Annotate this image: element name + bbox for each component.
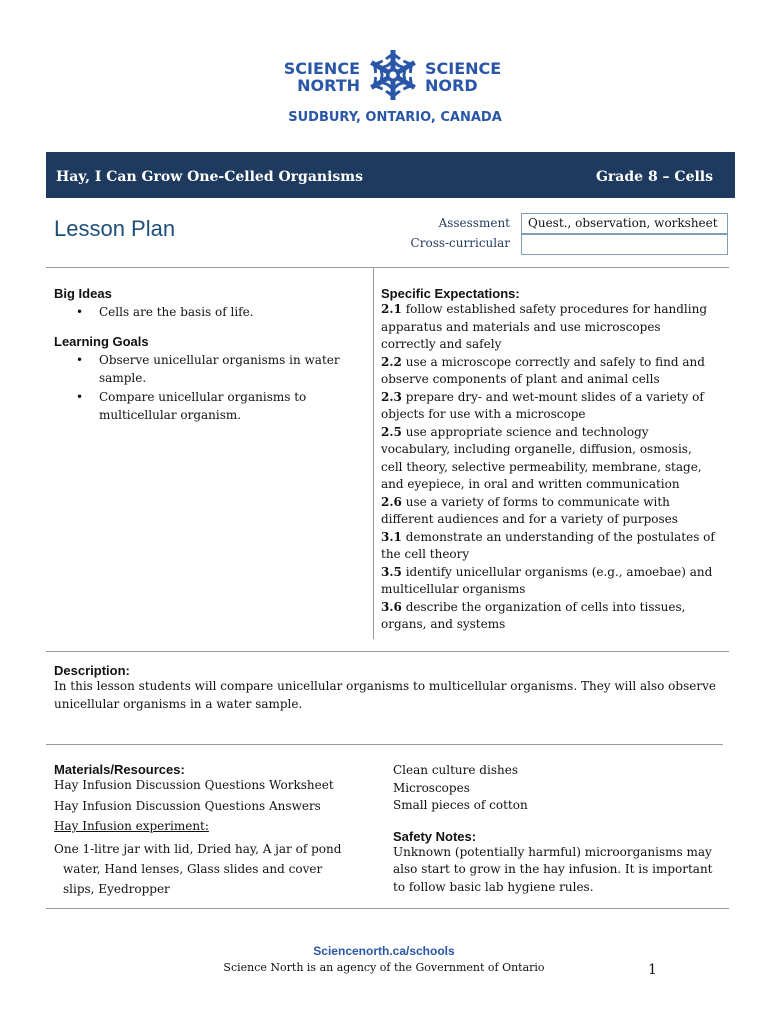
lesson-plan-heading: Lesson Plan (54, 216, 176, 241)
expectation-item (381, 389, 716, 424)
logo-location: SUDBURY, ONTARIO, CANADA (288, 110, 502, 125)
list-item: • Cells are the basis of life. (76, 305, 254, 319)
expectation-number: 2.2 (381, 354, 402, 369)
assessment-label: Assessment (438, 216, 510, 230)
logo-word: NORD (425, 76, 478, 95)
experiment-items: One 1-litre jar with lid, Dried hay, A jar of pond water, Hand lenses, Glass slides and cover slips, Eyedropper (54, 841, 342, 896)
expectation-text: describe the organization of cells into tissues, organs, and systems (381, 599, 686, 631)
description-section (54, 663, 724, 713)
left-column (54, 286, 354, 425)
list-item: • Observe unicellular organisms in water sample. (76, 353, 340, 385)
expectation-item (381, 424, 716, 494)
column-divider (373, 267, 374, 639)
expectation-number: 2.6 (381, 494, 402, 509)
logo-word: SCIENCE (425, 59, 502, 78)
expectation-text: follow established safety procedures for handling apparatus and materials and use microscopes correctly and safely (381, 302, 708, 351)
materials-line: Small pieces of cotton (393, 798, 528, 812)
description-text: In this lesson students will compare unicellular organisms to multicellular organisms. They will also observe unicellular organisms in a water sample. (54, 679, 716, 711)
snowflake-icon (366, 48, 420, 102)
safety-notes-heading: Safety Notes: (393, 828, 477, 844)
learning-goal-text: Observe unicellular organisms in water sample. (99, 353, 340, 385)
description-heading: Description: (54, 663, 130, 678)
cross-curricular-label: Cross-curricular (410, 236, 510, 250)
expectation-number: 3.6 (381, 599, 402, 614)
big-ideas-list (54, 303, 354, 321)
big-ideas-heading: Big Ideas (54, 286, 112, 301)
divider (46, 651, 729, 652)
materials-line: Hay Infusion Discussion Questions Worksheet (54, 778, 334, 792)
materials-right-section (393, 762, 723, 896)
expectation-text: identify unicellular organisms (e.g., amoebae) and multicellular organisms (381, 564, 713, 596)
materials-section (54, 762, 384, 899)
divider (46, 267, 729, 268)
science-north-logo (280, 46, 510, 130)
expectation-number: 2.5 (381, 424, 402, 439)
safety-notes-text: Unknown (potentially harmful) microorganisms may also start to grow in the hay infusion. It is important to follow basic lab hygiene rules. (393, 844, 713, 894)
materials-line: Clean culture dishes (393, 763, 518, 777)
expectation-item (381, 529, 716, 564)
materials-heading: Materials/Resources: (54, 762, 185, 777)
expectation-text: prepare dry- and wet-mount slides of a variety of objects for use with a microscope (381, 389, 704, 421)
experiment-label: Hay Infusion experiment: (54, 819, 209, 833)
learning-goals-list (54, 351, 354, 424)
grade-label: Grade 8 – Cells (595, 169, 713, 185)
lesson-title-bar (46, 152, 735, 198)
expectation-number: 3.5 (381, 564, 402, 579)
logo-left-wordmark (280, 60, 360, 94)
expectation-item (381, 494, 716, 529)
footer-link[interactable]: Sciencenorth.ca/schools (313, 944, 455, 958)
page-number: 1 (648, 962, 657, 978)
learning-goal-text: Compare unicellular organisms to multicellular organism. (99, 390, 307, 422)
expectation-text: use appropriate science and technology vocabulary, including organelle, diffusion, osmosis, cell theory, selective permeability, membrane, stage, and eyepiece, in oral and written communication (381, 424, 702, 491)
expectation-text: demonstrate an understanding of the postulates of the cell theory (381, 529, 715, 561)
expectation-item (381, 599, 716, 634)
materials-line: Hay Infusion Discussion Questions Answers (54, 798, 321, 813)
assessment-value: Quest., observation, worksheet (521, 213, 728, 234)
expectation-text: use a microscope correctly and safely to find and observe components of plant and animal cells (381, 354, 705, 386)
expectation-number: 2.3 (381, 389, 402, 404)
logo-word: SCIENCE (283, 59, 360, 78)
logo-word: NORTH (297, 76, 360, 95)
big-idea-text: Cells are the basis of life. (99, 305, 254, 319)
materials-line: Microscopes (393, 780, 470, 795)
lesson-title: Hay, I Can Grow One-Celled Organisms (56, 169, 363, 185)
expectation-item (381, 564, 716, 599)
expectation-item (381, 354, 716, 389)
expectation-text: use a variety of forms to communicate with different audiences and for a variety of purposes (381, 494, 678, 526)
divider (46, 744, 723, 745)
specific-expectations-heading: Specific Expectations: (381, 286, 520, 301)
list-item: • Compare unicellular organisms to multicellular organism. (76, 390, 307, 422)
learning-goals-heading: Learning Goals (54, 334, 149, 349)
footer-agency-text: Science North is an agency of the Government of Ontario (223, 961, 545, 974)
expectation-number: 3.1 (381, 529, 402, 544)
logo-right-wordmark (425, 60, 515, 94)
cross-curricular-value (521, 234, 728, 255)
expectation-number: 2.1 (381, 302, 402, 316)
expectation-item (381, 301, 716, 354)
right-column (381, 286, 716, 634)
divider (46, 908, 729, 909)
